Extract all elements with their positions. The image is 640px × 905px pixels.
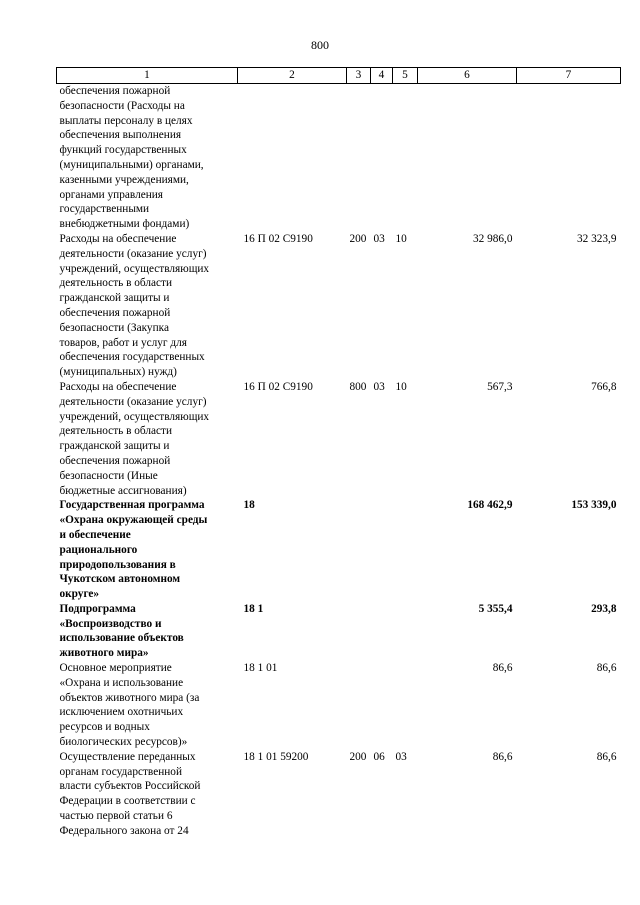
row-name-cell — [57, 661, 238, 750]
header-col-3: 3 — [347, 68, 371, 84]
row-vr-text: 800 — [349, 380, 367, 393]
table-row — [57, 380, 621, 498]
budget-table — [56, 67, 621, 839]
row-name-text: Основное мероприятие «Охрана и использование объектов животного мира (за исключением охотничьих ресурсов и водных биологических ресурсов)» — [59, 662, 200, 749]
row-amount-6-text: 168 462,9 — [467, 499, 513, 512]
row-amount-7-text: 32 323,9 — [576, 232, 617, 245]
row-code-text: 18 1 01 59200 — [243, 750, 309, 763]
row-amount-7-text: 766,8 — [591, 380, 617, 393]
row-amount-7-text: 86,6 — [596, 750, 617, 763]
row-vr-cell — [347, 84, 371, 232]
header-col-5: 5 — [393, 68, 418, 84]
row-amount-6-text: 86,6 — [492, 662, 513, 675]
row-code-cell — [238, 380, 347, 498]
header-col-6: 6 — [418, 68, 517, 84]
row-name-text: Расходы на обеспечение деятельности (оказание услуг) учреждений, осуществляющих деятельность в области гражданской защиты и обеспечения пожарной безопасности (Закупка товаров, работ и услуг для обеспечения государственных (муниципальных) нужд) — [59, 232, 210, 379]
table-row — [57, 602, 621, 661]
header-col-7: 7 — [517, 68, 621, 84]
row-amount-6-cell — [418, 750, 517, 839]
row-code-cell — [238, 498, 347, 602]
table-row — [57, 84, 621, 232]
table-header — [57, 68, 621, 84]
row-name-text: Расходы на обеспечение деятельности (оказание услуг) учреждений, осуществляющих деятельность в области гражданской защиты и обеспечения пожарной безопасности (Иные бюджетные ассигнования) — [59, 380, 210, 497]
row-amount-6-text: 5 355,4 — [478, 602, 513, 615]
row-rz-text: 03 — [373, 232, 385, 245]
table-row — [57, 661, 621, 750]
row-amount-7-cell — [517, 84, 621, 232]
row-amount-6-cell — [418, 661, 517, 750]
row-amount-6-cell — [418, 84, 517, 232]
header-col-4: 4 — [371, 68, 393, 84]
row-code-text: 18 1 01 — [243, 662, 278, 675]
row-amount-6-cell — [418, 232, 517, 380]
row-amount-6-text: 567,3 — [487, 380, 513, 393]
row-vr-cell — [347, 498, 371, 602]
row-rz-cell — [371, 661, 393, 750]
row-vr-cell — [347, 380, 371, 498]
row-rz-cell — [371, 84, 393, 232]
row-code-cell — [238, 661, 347, 750]
row-amount-6-text: 32 986,0 — [472, 232, 513, 245]
row-name-cell — [57, 380, 238, 498]
row-pr-cell — [393, 84, 418, 232]
row-rz-cell — [371, 380, 393, 498]
row-code-text: 16 П 02 С9190 — [243, 232, 313, 245]
row-name-cell — [57, 498, 238, 602]
row-pr-text: 10 — [395, 380, 407, 393]
header-col-2: 2 — [238, 68, 347, 84]
row-pr-cell — [393, 380, 418, 498]
table-row — [57, 750, 621, 839]
row-amount-6-text: 86,6 — [492, 750, 513, 763]
row-amount-7-text: 293,8 — [591, 602, 617, 615]
row-vr-cell — [347, 232, 371, 380]
row-pr-text: 10 — [395, 232, 407, 245]
row-pr-cell — [393, 602, 418, 661]
table-body — [57, 84, 621, 839]
row-amount-7-cell — [517, 661, 621, 750]
row-code-cell — [238, 232, 347, 380]
row-amount-7-cell — [517, 602, 621, 661]
table-row — [57, 232, 621, 380]
row-name-cell — [57, 84, 238, 232]
row-name-cell — [57, 750, 238, 839]
row-amount-7-cell — [517, 498, 621, 602]
header-row — [57, 68, 621, 84]
row-amount-7-text: 86,6 — [596, 662, 617, 675]
row-name-text: Осуществление переданных органам государственной власти субъектов Российской Федерации в соответствии с частью первой статьи 6 Федерального закона от 24 — [59, 750, 201, 837]
row-code-cell — [238, 750, 347, 839]
row-code-cell — [238, 84, 347, 232]
row-pr-cell — [393, 661, 418, 750]
row-amount-6-cell — [418, 498, 517, 602]
row-vr-cell — [347, 750, 371, 839]
row-pr-text: 03 — [395, 750, 407, 763]
row-pr-cell — [393, 232, 418, 380]
header-col-1: 1 — [57, 68, 238, 84]
row-name-text: Подпрограмма «Воспроизводство и использование объектов животного мира» — [59, 602, 184, 660]
row-name-cell — [57, 232, 238, 380]
page-number: 800 — [311, 38, 329, 52]
row-vr-cell — [347, 602, 371, 661]
row-amount-7-cell — [517, 750, 621, 839]
row-pr-cell — [393, 498, 418, 602]
row-vr-text: 200 — [349, 750, 367, 763]
table-row — [57, 498, 621, 602]
row-vr-cell — [347, 661, 371, 750]
row-rz-cell — [371, 232, 393, 380]
row-rz-text: 03 — [373, 380, 385, 393]
row-code-cell — [238, 602, 347, 661]
row-amount-6-cell — [418, 602, 517, 661]
row-amount-6-cell — [418, 380, 517, 498]
row-rz-cell — [371, 498, 393, 602]
row-code-text: 18 — [243, 499, 255, 512]
row-amount-7-text: 153 339,0 — [571, 499, 617, 512]
row-rz-cell — [371, 602, 393, 661]
row-pr-cell — [393, 750, 418, 839]
row-rz-text: 06 — [373, 750, 385, 763]
row-name-text: Государственная программа «Охрана окружающей среды и обеспечение рационального природопользования в Чукотском автономном округе» — [59, 499, 208, 601]
row-name-cell — [57, 602, 238, 661]
row-name-text: обеспечения пожарной безопасности (Расходы на выплаты персоналу в целях обеспечения выполнения функций государственных (муниципальными) органами, казенными учреждениями, органами управления государственными внебюджетными фондами) — [59, 85, 204, 231]
row-amount-7-cell — [517, 232, 621, 380]
row-code-text: 16 П 02 С9190 — [243, 380, 313, 393]
row-amount-7-cell — [517, 380, 621, 498]
row-vr-text: 200 — [349, 232, 367, 245]
row-rz-cell — [371, 750, 393, 839]
row-code-text: 18 1 — [243, 602, 264, 615]
